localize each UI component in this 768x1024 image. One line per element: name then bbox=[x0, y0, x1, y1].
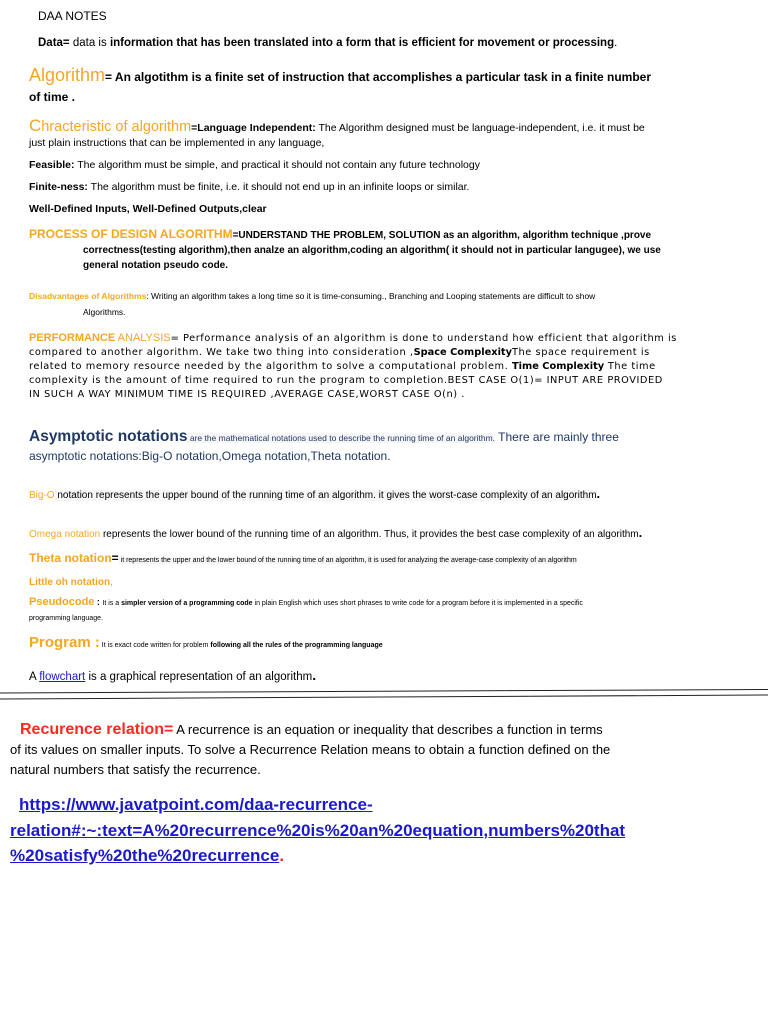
recurrence-url: https://www.javatpoint.com/daa-recurrence- relation#:~:text=A%20recurrence%20is%20an%20equation,numbers%20that %20satisfy%20the%20recurrence. bbox=[10, 795, 626, 865]
little-oh-section: Little oh notation, bbox=[29, 577, 113, 588]
flowchart-section: A flowchart is a graphical representation of an algorithm. bbox=[29, 667, 317, 683]
doc-title: DAA NOTES bbox=[38, 9, 107, 23]
characteristics-section: Chracteristic of algorithm=Language Independent: The Algorithm designed must be language-independent, i.e. it must be just plain instructions that can be implemented in any language, Feasible: The algorithm must be simple, and practical it should not contain any future technology Finite-ness: The algorithm must be finite, i.e. it should not end up in an infinite loops or similar. Well-Defined Inputs, Well-Defined Outputs,clear bbox=[29, 116, 645, 215]
little-oh-term: Little oh notation bbox=[29, 577, 111, 588]
section-divider bbox=[0, 688, 768, 702]
double-rule-lines bbox=[0, 688, 768, 702]
url-link-line-2[interactable]: relation#:~:text=A%20recurrence%20is%20an%20equation,numbers%20that bbox=[10, 820, 626, 840]
algorithm-term: Algorithm bbox=[29, 65, 106, 85]
theta-section: Theta notation= it represents the upper and the lower bound of the running time of an algorithm, it is used for analyzing the average-case complexity of an algorithm bbox=[29, 551, 577, 565]
process-section: PROCESS OF DESIGN ALGORITHM=UNDERSTAND THE PROBLEM, SOLUTION as an algorithm, algorithm technique ,prove correctness(testing algorithm),then analze an algorithm,coding an algorithm( it should not in particular langugee), we use general notation pseudo code. bbox=[29, 227, 661, 271]
asymptotic-section: Asymptotic notations are the mathematical notations used to describe the running time of an algorithm. There are mainly three asymptotic notations:Big-O notation,Omega notation,Theta notation. bbox=[29, 428, 619, 463]
omega-section: Omega notation represents the lower bound of the running time of an algorithm. Thus, it provides the best case complexity of an algorithm. bbox=[29, 525, 643, 540]
process-term: PROCESS OF DESIGN ALGORITHM bbox=[29, 227, 233, 241]
program-term: Program : bbox=[29, 634, 100, 651]
performance-section: PERFORMANCE ANALYSIS= Performance analysis of an algorithm is done to understand how efficient that algorithm is compared to another algorithm. We take two thing into consideration ,Space ComplexityThe space requirement is related to memory resource needed by the algorithm to solve a computational problem. Time Complexity The time complexity is the amount of time required to run the program to completion.BEST CASE O(1)= INPUT ARE PROVIDED IN SUCH A WAY MINIMUM TIME IS REQUIRED ,AVERAGE CASE,WORST CASE O(n) . bbox=[29, 332, 677, 400]
pseudocode-section: Pseudocode : It is a simpler version of a programming code in plain English which uses short phrases to write code for a program before it is implemented in a specific programming language. bbox=[29, 596, 583, 622]
disadvantages-term: Disadvantages of Algorithms bbox=[29, 291, 147, 301]
recurrence-term: Recurence relation= bbox=[20, 721, 174, 738]
omega-term: Omega notation bbox=[29, 529, 101, 540]
program-section: Program : It is exact code written for problem following all the rules of the programming language bbox=[29, 634, 383, 651]
recurrence-section: Recurence relation= A recurrence is an equation or inequality that describes a function in terms of its values on smaller inputs. To solve a Recurrence Relation means to obtain a function defined on the natural numbers that satisfy the recurrence. bbox=[10, 721, 611, 777]
theta-term: Theta notation bbox=[29, 551, 112, 565]
url-link-line-3[interactable]: %20satisfy%20the%20recurrence bbox=[10, 846, 280, 865]
characteristics-term: Chracteristic of algorithm bbox=[29, 116, 192, 135]
performance-term: PERFORMANCE ANALYSIS bbox=[29, 332, 171, 344]
disadvantages-section: Disadvantages of Algorithms: Writing an algorithm takes a long time so it is time-consuming., Branching and Looping statements are difficult to show Algorithms. bbox=[29, 291, 596, 317]
pseudocode-term: Pseudocode bbox=[29, 596, 95, 608]
asymptotic-term: Asymptotic notations bbox=[29, 428, 188, 445]
data-definition: Data= data is information that has been translated into a form that is efficient for movement or processing. bbox=[38, 37, 618, 49]
flowchart-link[interactable]: flowchart bbox=[39, 671, 86, 683]
algorithm-definition: Algorithm= An algotithm is a finite set of instruction that accomplishes a particular task in a finite number of time . bbox=[29, 65, 652, 104]
data-term: Data= bbox=[38, 37, 70, 49]
url-link-line-1[interactable]: https://www.javatpoint.com/daa-recurrence- bbox=[19, 795, 373, 814]
big-o-section: Big-O notation represents the upper bound of the running time of an algorithm. it gives the worst-case complexity of an algorithm. bbox=[29, 486, 601, 501]
big-o-term: Big-O bbox=[29, 490, 55, 501]
